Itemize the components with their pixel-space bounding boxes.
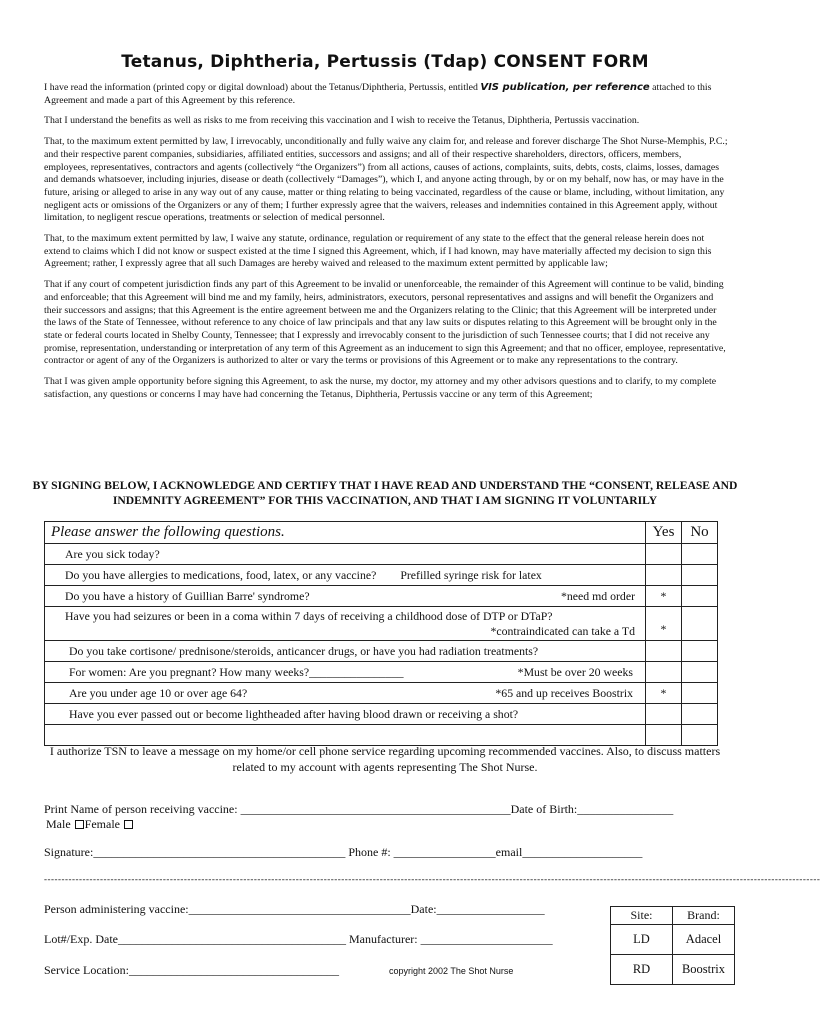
table-row xyxy=(45,607,718,641)
answer-yes-cell[interactable] xyxy=(646,565,682,586)
question-allergies-cell xyxy=(45,565,646,586)
table-row xyxy=(45,586,718,607)
question-seizures-cell xyxy=(45,607,646,641)
administering-field[interactable]: Person administering vaccine:_____________________________________Date:__________________ xyxy=(44,902,545,916)
answer-no-cell[interactable] xyxy=(682,641,718,662)
table-row xyxy=(45,683,718,704)
question-guillain-barre-cell xyxy=(45,586,646,607)
question-sick: Are you sick today? xyxy=(45,544,646,565)
paragraph-waiver: That, to the maximum extent permitted by law, I irrevocably, unconditionally and fully waive any claim for, and release and forever discharge The Shot Nurse-Memphis, P.C.; and their respective parent companies, subsidiaries, affiliated entities, successors and assigns; and all of their respective shareholders, directors, officers, members, employees, representatives, contractors and agents (collectively “the Organizers”) from all actions, causes of actions, complaints, suits, debts, costs, claims, losses, damages and demands whatsoever, including injuries, disease or death (collectively “Damages”), which I, and anyone acting through, by or on my behalf, now has, or may have in the future, arising or alleged to arise in any way out of any cause, matter or thing relating to being vaccinated, regardless of the cause or blame, including, without limitation, any negligent acts or omissions of the Organizers or any of them; I further expressly agree that the waivers, releases and indemnities contained in this Agreement apply, without limitation, to negligent rescue operations, treatments or selection of medical personnel. xyxy=(44,136,728,224)
site-brand-table xyxy=(610,906,735,985)
table-row xyxy=(611,955,735,985)
question-age: Are you under age 10 or over age 64? xyxy=(69,685,248,700)
guillain-barre-note: *need md order xyxy=(560,588,635,603)
answer-yes-cell[interactable] xyxy=(646,704,682,725)
page-title: Tetanus, Diphtheria, Pertussis (Tdap) CONSENT FORM xyxy=(121,52,649,72)
answer-yes-cell[interactable]: * xyxy=(646,586,682,607)
answer-no-cell[interactable] xyxy=(682,544,718,565)
male-checkbox[interactable] xyxy=(75,820,84,829)
paragraph-jurisdiction: That if any court of competent jurisdiction finds any part of this Agreement to be invalid or unenforceable, the remainder of this Agreement will continue to be valid, binding and enforceable; that this Agreement will bind me and my family, heirs, administrators, executors, personal representatives and assigns and will benefit the Organizers and their successors and assigns; that this Agreement is the entire agreement between me and the Organizers relating to the Clinic; that this Agreement will be interpreted under the laws of the State of Tennessee, without reference to any choice of law principals and that any law suits or disputes relating to this Agreement will be brought only in the state or federal courts located in Shelby County, Tennessee; that I expressly and irrevocably consent to the jurisdiction of such Tennessee courts; that I did not receive any promise, representation, understanding or interpretation of any term of this Agreement as an inducement to sign this Agreement; and that no officer, employee, representative, contractor or agent of any of the Organizers is authorized to alter or vary the terms or provisions of this Agreement or to make any representations to the contrary. xyxy=(44,279,726,367)
paragraph-benefits: That I understand the benefits as well as risks to me from receiving this vaccination and I wish to receive the Tetanus, Diphtheria, Pertussis vaccination. xyxy=(44,115,640,127)
paragraph-vis-part2: attached to this Agreement and made a part of this Agreement by this reference. xyxy=(44,82,712,106)
paragraph-vis-part1: I have read the information (printed copy or digital download) about the Tetanus/Diphtheria, Pertussis, entitled xyxy=(44,82,481,93)
pregnant-note: *Must be over 20 weeks xyxy=(517,664,633,679)
question-allergies: Do you have allergies to medications, food, latex, or any vaccine? xyxy=(65,567,377,582)
answer-no-cell[interactable] xyxy=(682,565,718,586)
service-location-field[interactable]: Service Location:___________________________________ xyxy=(44,963,339,977)
question-seizures: Have you had seizures or been in a coma within 7 days of receiving a childhood dose of DTP or DTaP? xyxy=(65,608,553,623)
answer-no-cell[interactable] xyxy=(682,607,718,641)
paragraph-vis xyxy=(44,82,728,107)
agreement-text xyxy=(44,82,728,409)
answer-yes-cell[interactable] xyxy=(646,662,682,683)
cut-line-divider: ------------------------------------------------------------------------------------------------------------------------------------------------------------------------------------------------------------------------------ xyxy=(44,874,820,884)
signature-field[interactable]: Signature:__________________________________________ Phone #: _________________email____________________ xyxy=(44,845,643,859)
seizures-note: *contraindicated can take a Td xyxy=(490,623,635,638)
gender-field xyxy=(46,817,134,832)
screening-questions-table xyxy=(44,521,718,746)
answer-no-cell[interactable] xyxy=(682,683,718,704)
allergies-note: Prefilled syringe risk for latex xyxy=(400,567,542,582)
lot-expiration-field[interactable]: Lot#/Exp. Date______________________________________ Manufacturer: ______________________ xyxy=(44,932,553,946)
brand-header: Brand: xyxy=(673,907,735,925)
table-row xyxy=(45,704,718,725)
question-pregnant-cell xyxy=(45,662,646,683)
table-row xyxy=(45,565,718,586)
table-header-row xyxy=(611,907,735,925)
age-note: *65 and up receives Boostrix xyxy=(495,685,633,700)
answer-yes-cell[interactable] xyxy=(646,544,682,565)
table-row xyxy=(45,544,718,565)
site-ld[interactable]: LD xyxy=(611,925,673,955)
vis-reference: VIS publication, per reference xyxy=(480,82,650,93)
answer-yes-cell[interactable] xyxy=(646,641,682,662)
answer-no-cell[interactable] xyxy=(682,586,718,607)
question-guillain-barre: Do you have a history of Guillian Barre' syndrome? xyxy=(65,588,310,603)
answer-no-cell[interactable] xyxy=(682,704,718,725)
answer-yes-cell[interactable]: * xyxy=(646,607,682,641)
questions-header: Please answer the following questions. xyxy=(45,522,646,544)
no-column-header: No xyxy=(682,522,718,544)
question-pregnant: For women: Are you pregnant? How many weeks?________________ xyxy=(69,664,404,679)
table-row xyxy=(45,662,718,683)
answer-yes-cell[interactable]: * xyxy=(646,683,682,704)
female-label: Female xyxy=(84,817,120,831)
paragraph-statute: That, to the maximum extent permitted by law, I waive any statute, ordinance, regulation or requirement of any state to the effect that the general release herein does not extend to claims which I did not know or suspect existed at the time I signed this Agreement, which, if I had known, may have materially affected my decision to sign this Agreement; rather, I expressly agree that all such Damages are hereby waived and released to the maximum extent permitted by applicable law; xyxy=(44,233,712,270)
question-steroids: Do you take cortisone/ prednisone/steroids, anticancer drugs, or have you had radiation treatments? xyxy=(45,641,646,662)
question-age-cell xyxy=(45,683,646,704)
authorize-statement: I authorize TSN to leave a message on my home/or cell phone service regarding upcoming recommended vaccines. Also, to discuss matters related to my account with agents representing The Shot Nurse. xyxy=(49,744,721,774)
table-row xyxy=(611,925,735,955)
answer-no-cell[interactable] xyxy=(682,662,718,683)
yes-column-header: Yes xyxy=(646,522,682,544)
question-fainting: Have you ever passed out or become lightheaded after having blood drawn or receiving a shot? xyxy=(45,704,646,725)
brand-adacel[interactable]: Adacel xyxy=(673,925,735,955)
site-header: Site: xyxy=(611,907,673,925)
copyright-notice: copyright 2002 The Shot Nurse xyxy=(389,966,514,976)
brand-boostrix[interactable]: Boostrix xyxy=(673,955,735,985)
table-header-row xyxy=(45,522,718,544)
table-row xyxy=(45,641,718,662)
print-name-field[interactable]: Print Name of person receiving vaccine: _____________________________________________Date of Birth:________________ xyxy=(44,802,674,816)
certify-statement: BY SIGNING BELOW, I ACKNOWLEDGE AND CERTIFY THAT I HAVE READ AND UNDERSTAND THE “CONSENT, RELEASE AND INDEMNITY AGREEMENT” FOR THIS VACCINATION, AND THAT I AM SIGNING IT VOLUNTARILY xyxy=(32,479,738,507)
female-checkbox[interactable] xyxy=(124,820,133,829)
site-rd[interactable]: RD xyxy=(611,955,673,985)
paragraph-opportunity: That I was given ample opportunity before signing this Agreement, to ask the nurse, my doctor, my attorney and my other advisors questions and to clarify, to my complete satisfaction, any questions or concerns I may have had concerning the Tetanus, Diphtheria, Pertussis vaccine or any term of this Agreement; xyxy=(44,376,717,400)
male-label: Male xyxy=(46,817,71,831)
